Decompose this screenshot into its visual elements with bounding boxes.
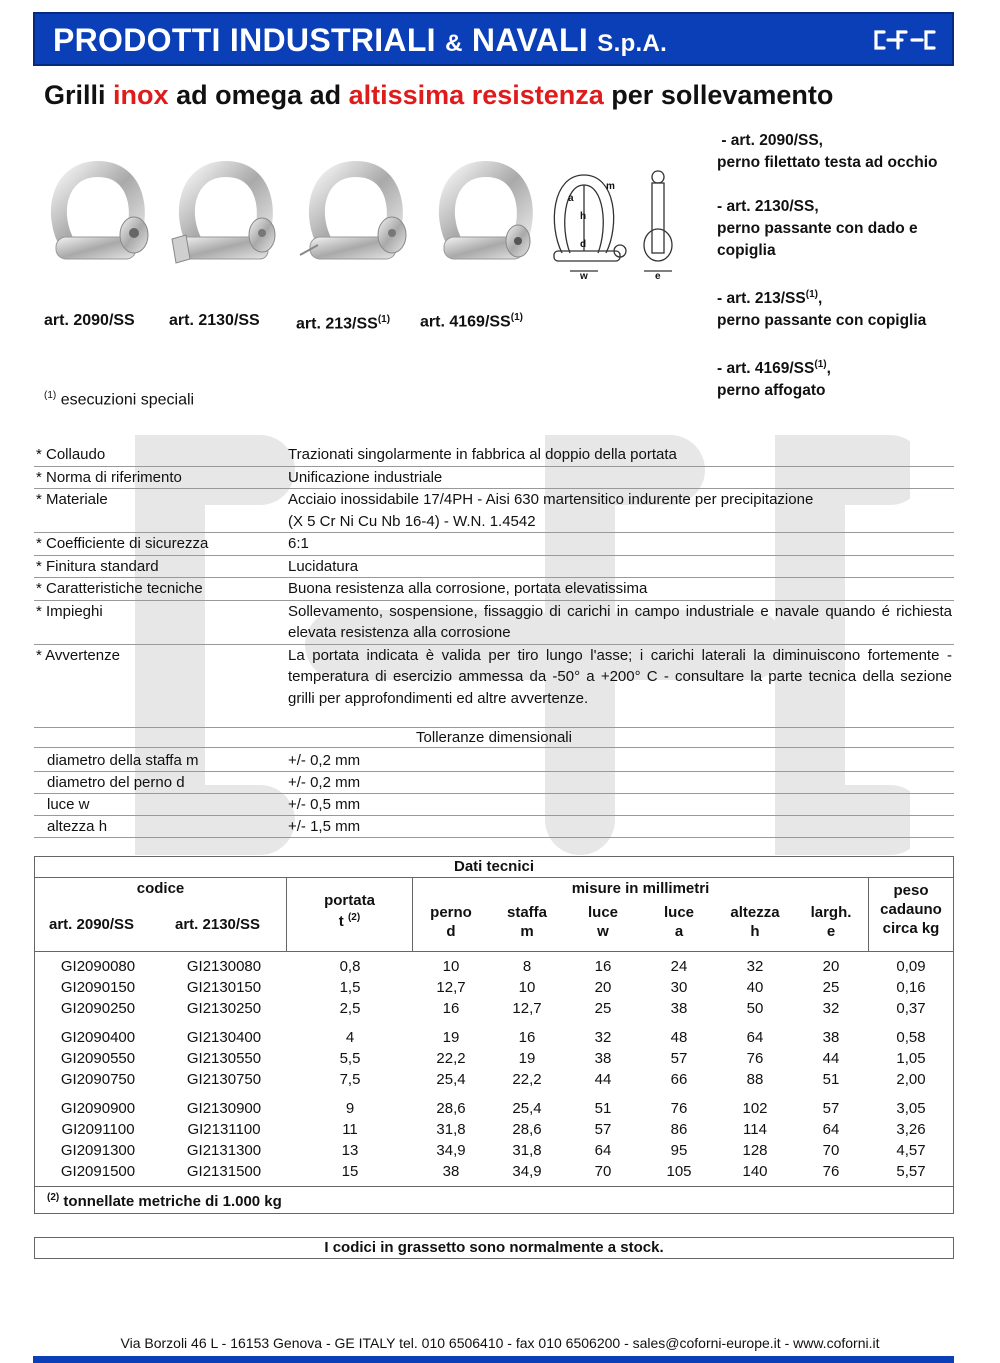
table-cell: GI2130550 [186,1050,262,1067]
tech-footnote: $^{(2)}$ tonnellate metriche di 1.000 kg [35,1186,953,1213]
table-cell: GI2090550 [60,1050,136,1067]
table-row-group [35,956,953,1019]
product-photos [40,155,680,285]
table-cell: 70 [822,1142,840,1159]
table-cell: 10 [518,979,536,996]
tolerance-row: luce w +/- 0,5 mm [34,794,954,816]
table-cell: 95 [670,1142,688,1159]
diagram-label-m: m [606,181,615,192]
tolerance-row: diametro della staffa m +/- 0,2 mm [34,750,954,772]
table-cell: 64 [746,1029,764,1046]
specifications-table [34,444,954,728]
table-cell: 34,9 [436,1142,466,1159]
table-cell: 9 [345,1100,355,1117]
table-row [35,1048,953,1069]
article-descriptions [717,130,957,424]
table-cell: 32 [746,958,764,975]
table-cell: 25,4 [512,1100,542,1117]
diagram-label-h: h [580,211,587,222]
table-cell: 38 [822,1029,840,1046]
table-cell: 0,16 [896,979,926,996]
description-item: - art. 2090/SS, perno filettato testa ad occhio [717,132,938,171]
spec-row: * Finitura standard Lucidatura [34,556,954,579]
table-cell: 66 [670,1071,688,1088]
table-cell: 88 [746,1071,764,1088]
table-cell: 1,05 [896,1050,926,1067]
company-logo [872,28,938,52]
table-row [35,1027,953,1048]
table-cell: 34,9 [512,1163,542,1180]
table-cell: 40 [746,979,764,996]
diagram-label-a: a [568,193,574,204]
table-cell: 3,26 [896,1121,926,1138]
tolerance-row: altezza h +/- 1,5 mm [34,816,954,838]
article-label: art. 2130/SS [169,312,260,329]
header-codice: codice [136,880,185,897]
spec-row: * Norma di riferimento Unificazione industriale [34,467,954,490]
table-cell: 48 [670,1029,688,1046]
spec-row: * Avvertenze La portata indicata è valida per tiro lungo l'asse; i carichi laterali la diminuiscono fortemente - temperatura di esercizio ammessa da -50° a +200° C - consultare la parte tecnica della sezione grilli per approfondimenti ed altre avvertenze. [34,645,954,729]
table-row [35,956,953,977]
table-cell: GI2130150 [186,979,262,996]
table-cell: 57 [822,1100,840,1117]
spec-row: * Collaudo Trazionati singolarmente in fabbrica al doppio della portata [34,444,954,467]
table-row [35,1069,953,1090]
header-2090: art. 2090/SS [49,916,135,933]
shackle-4169-image [428,155,548,280]
table-cell: GI2091500 [60,1163,136,1180]
table-cell: 32 [822,1000,840,1017]
table-cell: 12,7 [512,1000,542,1017]
article-label: art. 2090/SS [44,312,135,329]
tech-title: Dati tecnici [35,857,953,878]
table-cell: 0,37 [896,1000,926,1017]
page-title: Grilli inox ad omega ad altissima resistenza per sollevamento [44,80,834,110]
table-cell: 28,6 [436,1100,466,1117]
table-cell: 5,57 [896,1163,926,1180]
table-cell: 30 [670,979,688,996]
table-cell: 19 [518,1050,536,1067]
table-cell: 4 [345,1029,355,1046]
table-cell: 32 [594,1029,612,1046]
table-cell: 16 [518,1029,536,1046]
special-note: $^{(1)}$ esecuzioni speciali [44,390,195,409]
article-label: art. 4169/SS$^{(1)}$ [420,312,523,331]
header-portata-unit: t $^{(2)}$ [338,912,361,930]
description-item: - art. 2130/SS, perno passante con dado e copiglia [717,198,918,259]
table-cell: 102 [742,1100,768,1117]
table-row [35,1119,953,1140]
table-cell: 64 [594,1142,612,1159]
table-cell: GI2130400 [186,1029,262,1046]
table-cell: GI2090900 [60,1100,136,1117]
description-item: - art. 4169/SS$^{(1)}$, perno affogato [717,359,831,400]
table-cell: 11 [342,1121,358,1138]
table-cell: 5,5 [339,1050,361,1067]
table-cell: 7,5 [339,1071,361,1088]
spec-row: * Coefficiente di sicurezza 6:1 [34,533,954,556]
table-cell: 0,09 [896,958,926,975]
tech-header: codice art. 2090/SS art. 2130/SS portata t $^{(2)}$ misure in millimetri perno d staffa m luce w luce a altezza h largh. e peso cadauno circa kg [35,878,953,952]
table-cell: 70 [594,1163,612,1180]
table-cell: GI2090080 [60,958,136,975]
spec-row: * Impieghi Sollevamento, sospensione, fissaggio di carichi in campo industriale e navale quando é richiesta elevata resistenza alla corrosione [34,601,954,645]
shackle-2130-image [168,155,288,280]
diagram-label-e: e [655,271,661,280]
table-cell: 38 [670,1000,688,1017]
tolerance-row: diametro del perno d +/- 0,2 mm [34,772,954,794]
tolerances-title: Tolleranze dimensionali [34,729,954,748]
table-row-group [35,1027,953,1090]
table-cell: GI2130080 [186,958,262,975]
table-cell: 86 [670,1121,688,1138]
table-cell: GI2090150 [60,979,136,996]
table-cell: GI2091300 [60,1142,136,1159]
table-cell: GI2090400 [60,1029,136,1046]
spec-row: * Materiale Acciaio inossidabile 17/4PH - Aisi 630 martensitico indurente per precipitazione (X 5 Cr Ni Cu Nb 16-4) - W.N. 1.4542 [34,489,954,533]
table-cell: GI2131500 [186,1163,262,1180]
table-row [35,1161,953,1182]
table-cell: 44 [822,1050,840,1067]
table-cell: 76 [822,1163,840,1180]
table-cell: 22,2 [512,1071,542,1088]
table-cell: GI2130750 [186,1071,262,1088]
table-cell: GI2130900 [186,1100,262,1117]
table-row [35,977,953,998]
table-cell: 25 [594,1000,612,1017]
table-cell: 20 [822,958,840,975]
table-cell: GI2131100 [187,1121,261,1138]
table-row-group [35,1098,953,1182]
table-cell: 31,8 [436,1121,466,1138]
company-name: PRODOTTI INDUSTRIALI & NAVALI S.p.A. [53,22,668,58]
table-cell: 12,7 [436,979,466,996]
table-cell: 0,8 [339,958,361,975]
shackle-2090-image [40,155,160,280]
table-cell: 25 [822,979,840,996]
header-portata: portata [324,892,375,909]
table-cell: 19 [442,1029,460,1046]
header-banner [33,12,954,66]
table-cell: 114 [743,1121,767,1138]
table-cell: 15 [341,1163,359,1180]
table-cell: GI2090750 [60,1071,136,1088]
footer-contact: Via Borzoli 46 L - 16153 Genova - GE ITALY tel. 010 6506410 - fax 010 6506200 - sales@coforni-europe.it - www.coforni.it [120,1335,880,1351]
header-misure: misure in millimetri [571,880,710,897]
spec-row: * Caratteristiche tecniche Buona resistenza alla corrosione, portata elevatissima [34,578,954,601]
table-cell: 4,57 [896,1142,926,1159]
table-cell: 3,05 [896,1100,926,1117]
table-cell: GI2090250 [60,1000,136,1017]
table-row [35,1140,953,1161]
table-cell: 57 [670,1050,688,1067]
tolerances-table [34,750,954,838]
table-cell: 20 [594,979,612,996]
stock-note: I codici in grassetto sono normalmente a stock. [34,1237,954,1259]
article-label: art. 213/SS$^{(1)}$ [296,314,391,333]
table-cell: 22,2 [436,1050,466,1067]
table-cell: 13 [341,1142,359,1159]
table-cell: 44 [594,1071,612,1088]
table-cell: 31,8 [512,1142,542,1159]
table-cell: 76 [670,1100,688,1117]
table-cell: 1,5 [339,979,361,996]
table-cell: 24 [670,958,688,975]
diagram-label-d: d [580,239,587,250]
technical-data-table [34,856,954,1214]
table-row [35,998,953,1019]
tech-body [35,952,953,1186]
table-cell: 76 [746,1050,764,1067]
table-cell: 140 [742,1163,768,1180]
table-cell: 2,5 [339,1000,361,1017]
footer-bar [33,1356,954,1363]
header-peso: peso cadauno circa kg [880,882,942,937]
table-cell: GI2131300 [186,1142,262,1159]
table-cell: 8 [522,958,532,975]
table-cell: 57 [594,1121,612,1138]
table-cell: 51 [594,1100,612,1117]
table-cell: 16 [594,958,612,975]
table-cell: 10 [442,958,460,975]
table-cell: 128 [742,1142,768,1159]
table-row [35,1098,953,1119]
table-cell: 50 [746,1000,764,1017]
table-cell: 38 [594,1050,612,1067]
table-cell: 105 [666,1163,692,1180]
description-item: - art. 213/SS$^{(1)}$, perno passante con copiglia [717,289,927,330]
table-cell: 51 [822,1071,840,1088]
table-cell: 2,00 [896,1071,926,1088]
table-cell: 0,58 [896,1029,926,1046]
table-cell: 64 [822,1121,840,1138]
header-2130: art. 2130/SS [175,916,261,933]
table-cell: 25,4 [436,1071,466,1088]
table-cell: GI2130250 [186,1000,262,1017]
table-cell: 38 [442,1163,460,1180]
table-cell: 16 [442,1000,460,1017]
table-cell: 28,6 [512,1121,542,1138]
shackle-213-image [298,155,418,280]
table-cell: GI2091100 [61,1121,135,1138]
diagram-label-w: w [580,271,588,280]
shackle-dimension-diagram [540,155,680,280]
